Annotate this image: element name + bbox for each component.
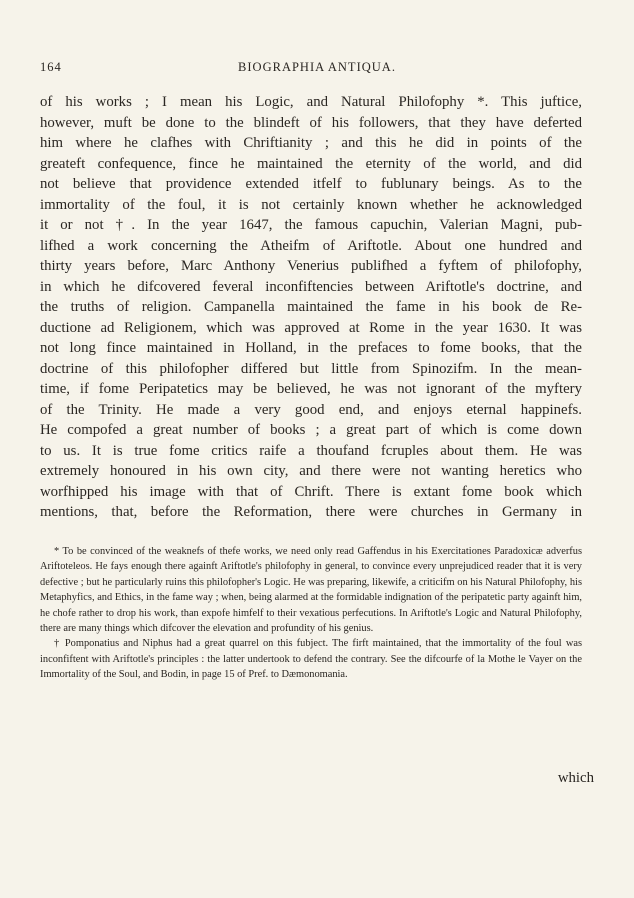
- body-line: lifhed a work concerning the Atheifm of Ariftotle. About one hundred and: [40, 237, 582, 254]
- body-line: him where he clafhes with Chriftianity ; and this he did in points of the: [40, 135, 582, 151]
- catchword: which: [557, 770, 594, 786]
- body-text: [40, 92, 582, 523]
- body-line: He compofed a great number of books ; a great part of which is come down: [40, 422, 582, 438]
- body-line: greateft confequence, fince he maintained the eternity of the world, and did: [40, 155, 582, 172]
- body-line: ductione ad Religionem, which was approved at Rome in the year 1630. It was: [40, 319, 582, 336]
- page-number: 164: [40, 60, 62, 74]
- body-line: extremely honoured in his own city, and there were not wanting heretics who: [40, 463, 582, 479]
- body-line: to us. It is true fome critics raife a thoufand fcruples about them. He was: [40, 442, 582, 459]
- page-header: [40, 60, 594, 80]
- body-line: however, muft be done to the blindeft of his followers, that they have deferted: [40, 114, 582, 131]
- body-line: the truths of religion. Campanella maintained the fame in his book de Re-: [40, 299, 582, 315]
- body-line: immortality of the foul, it is not certainly known whether he acknowledged: [40, 196, 582, 213]
- body-line: doctrine of this philofopher differed but little from Spinozifm. In the mean-: [40, 360, 582, 377]
- body-line: worfhipped his image with that of Chrift. There is extant fome book which: [40, 483, 582, 500]
- body-line: not long fince maintained in Holland, in the prefaces to fome books, that the: [40, 340, 582, 356]
- body-line: it or not †. In the year 1647, the famous capuchin, Valerian Magni, pub-: [40, 217, 582, 233]
- body-line: mentions, that, before the Reformation, there were churches in Germany in: [40, 504, 582, 520]
- body-line: of the Trinity. He made a very good end, and enjoys eternal happinefs.: [40, 401, 582, 418]
- footnote-asterisk: * To be convinced of the weaknefs of thefe works, we need only read Gaffendus in his Exercitationes Paradoxicæ adverfus Ariftoteleos. He fays enough there againft Ariftotle's philofophy in general, to convince every unprejudiced reader that it is very defective ; but he particularly ruins this philofopher's Logic. He was preparing, likewife, a criticifm on his Natural Philofophy, his Metaphyfics, and Ethics, in the fame way ; when, being alarmed at the formidable indignation of the peripatetic party againft him, he chofe rather to drop his work, than expofe himfelf to their vexatious perfecutions. In Ariftotle's Logic and Natural Philofophy, there are many things which difcover the elevation and profundity of his genius.: [40, 546, 582, 635]
- footnote-dagger: † Pomponatius and Niphus had a great quarrel on this fubject. The firft maintained, that the immortality of the foul was inconfiftent with Ariftotle's principles : the latter undertook to defend the contrary. See the difcourfe of la Mothe le Vayer on the Immortality of the Soul, and Bodin, in page 15 of Pref. to Dæmonomania.: [40, 638, 582, 681]
- body-line: thirty years before, Marc Anthony Venerius publifhed a fyftem of philofophy,: [40, 258, 582, 274]
- footnotes: [40, 544, 582, 683]
- body-line: time, if fome Peripatetics may be believed, he was not ignorant of the myftery: [40, 381, 582, 397]
- body-line: of his works ; I mean his Logic, and Natural Philofophy *. This juftice,: [40, 94, 582, 110]
- body-line: in which he difcovered feveral inconfiftencies between Ariftotle's doctrine, and: [40, 278, 582, 295]
- running-title: BIOGRAPHIA ANTIQUA.: [238, 60, 396, 74]
- body-line: not believe that providence extended itfelf to fublunary beings. As to the: [40, 176, 582, 192]
